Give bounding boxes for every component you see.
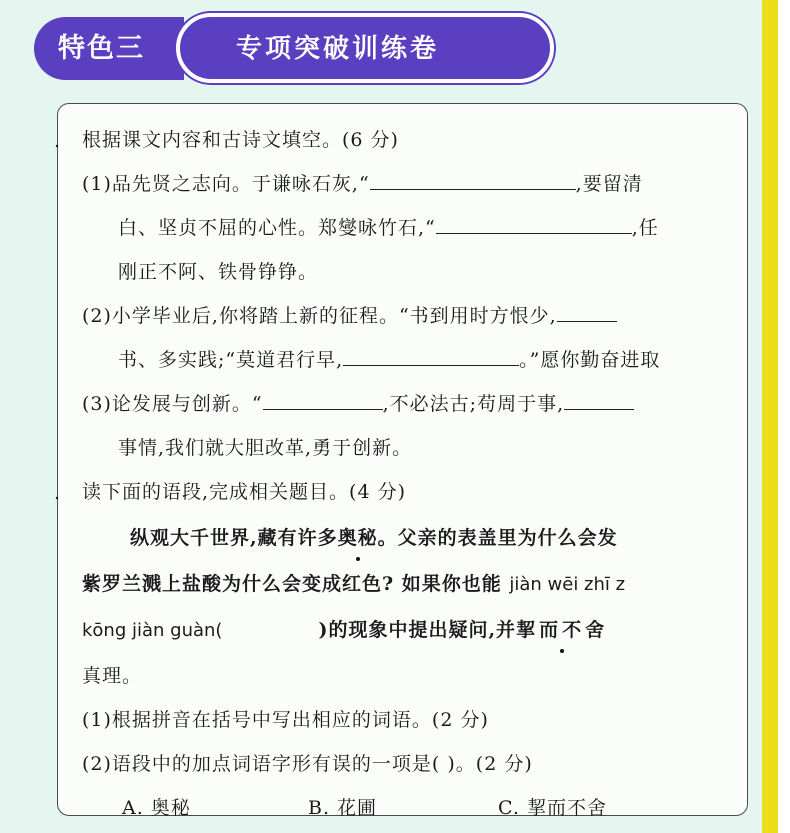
q1-sub3-line1: (3)论发展与创新。“ ,不必法古;苟周于事, bbox=[82, 390, 634, 418]
passage-line1: 纵观大千世界,藏有许多奥秘。父亲的表盖里为什么会发 bbox=[130, 524, 618, 552]
question-1-title: 根据课文内容和古诗文填空。(6 分) bbox=[82, 129, 399, 151]
option-a[interactable]: A. 奥秘 bbox=[122, 797, 191, 819]
q2-sub2: (2)语段中的加点词语字形有误的一项是( )。(2 分) bbox=[82, 753, 533, 775]
q1-sub3-line2: 事情,我们就大胆改革,勇于创新。 bbox=[118, 437, 413, 459]
answer-blank[interactable] bbox=[370, 171, 576, 190]
passage-line2: 紫罗兰溅上盐酸为什么会变成红色? 如果你也能 jiàn wēi zhī z bbox=[82, 573, 626, 595]
answer-blank[interactable] bbox=[343, 347, 519, 366]
q1-sub1-line2: 白、坚贞不屈的心性。郑燮咏竹石,“ ,任 bbox=[118, 217, 659, 239]
question-2-title: 读下面的语段,完成相关题目。(4 分) bbox=[82, 481, 406, 503]
section-title: 专项突破训练卷 bbox=[236, 34, 440, 64]
answer-blank[interactable] bbox=[557, 303, 617, 322]
q2-sub1: (1)根据拼音在括号中写出相应的词语。(2 分) bbox=[82, 709, 489, 731]
q1-sub1-line3: 刚正不阿、铁骨铮铮。 bbox=[118, 261, 319, 283]
answer-blank[interactable] bbox=[263, 391, 383, 410]
answer-blank[interactable] bbox=[564, 391, 634, 410]
dotted-word: 挈而不舍 bbox=[516, 616, 608, 644]
page-edge-bar bbox=[762, 0, 778, 833]
page-edge-strip bbox=[778, 0, 790, 833]
question-bullet: . bbox=[54, 130, 61, 152]
q1-sub2-line1: (2)小学毕业后,你将踏上新的征程。“书到用时方恨少, bbox=[82, 302, 617, 330]
worksheet-frame bbox=[54, 103, 748, 819]
question-bullet: . bbox=[54, 482, 61, 504]
section-label: 特色三 bbox=[58, 33, 145, 64]
dotted-word: 奥秘 bbox=[338, 524, 378, 552]
q1-sub1-line1: (1)品先贤之志向。于谦咏石灰,“ ,要留清 bbox=[82, 173, 643, 195]
answer-blank[interactable] bbox=[436, 215, 632, 234]
passage-line4: 真理。 bbox=[82, 665, 143, 687]
option-b[interactable]: B. 花圃 bbox=[308, 797, 378, 819]
q1-sub2-line2: 书、多实践;“莫道君行早, 。”愿你勤奋进取 bbox=[118, 349, 661, 371]
option-c[interactable]: C. 挈而不舍 bbox=[498, 797, 607, 819]
passage-line3: kōng jiàn guàn( )的现象中提出疑问,并挈而不舍 bbox=[82, 616, 608, 644]
